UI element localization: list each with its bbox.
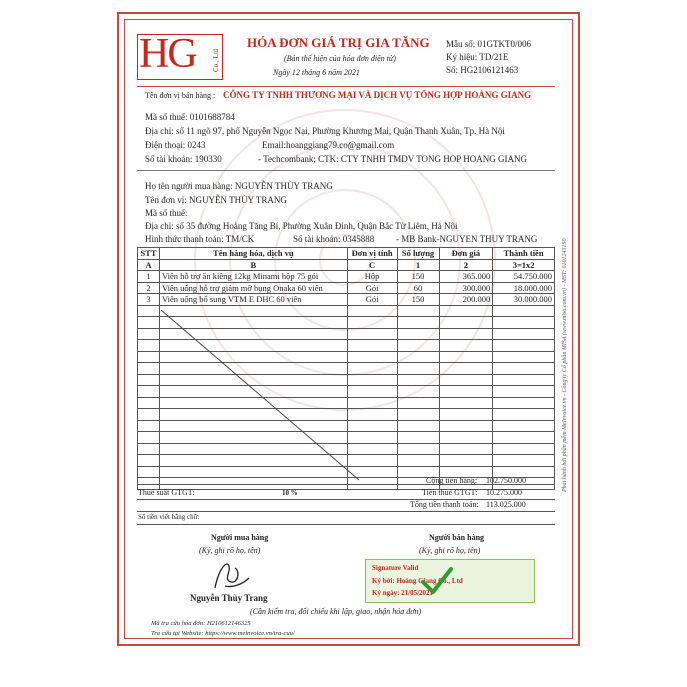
row-qty: 60 <box>397 282 439 294</box>
signed-date-text: Ký ngày: 21/05/2021 <box>372 589 434 597</box>
row-stt: 1 <box>138 271 160 283</box>
invoice-subtitle: (Bản thể hiện của hóa đơn điện tử) <box>284 54 396 63</box>
seller-address: Địa chỉ: số 11 ngõ 97, phố Nguyễn Ngọc Nại, Phường Khương Mai, Quận Thanh Xuân, Tp. Hà Nội <box>145 126 505 136</box>
logo-subtext: Co., Ltd <box>212 48 220 72</box>
row-name: Viên hỗ trợ ăn kiêng 12kg Minami hộp 75 gói <box>159 271 347 283</box>
col-amount: Thành tiền <box>493 248 555 260</box>
code-cell: A <box>138 259 160 271</box>
table-row <box>138 271 555 283</box>
subtotal-value: 102.750.000 <box>486 476 526 485</box>
seller-email: Email:hoanggiang79.co@gmail.com <box>262 140 395 150</box>
logo-letters: HG <box>139 31 196 77</box>
buyer-bank: - MB Bank-NGUYEN THUY TRANG <box>396 234 538 244</box>
serial-number: Ký hiệu: TD/21E <box>446 52 509 62</box>
payment-method: Hình thức thanh toán: TM/CK <box>145 234 255 244</box>
table-code-row <box>138 259 555 271</box>
col-qty: Số lượng <box>397 248 439 260</box>
form-number: Mẫu số: 01GTKT0/006 <box>446 39 531 49</box>
code-cell: C <box>347 259 397 271</box>
seller-sign-hint: (Ký, ghi rõ họ, tên) <box>419 546 481 555</box>
row-amount: 54.750.000 <box>493 271 555 283</box>
row-price: 365.000 <box>439 271 493 283</box>
row-qty: 150 <box>397 271 439 283</box>
col-price: Đơn giá <box>439 248 493 260</box>
vat-rate: 10 % <box>282 489 298 497</box>
signed-by-text: Ký bởi: Hoàng Giang Co., Ltd <box>372 577 463 585</box>
buyer-unit: Tên đơn vị: NGUYỄN THÙY TRANG <box>145 195 287 205</box>
lookup-website[interactable]: Tra cứu tại Website: https://www.meinvoice.vn/tra-cuu/ <box>151 630 295 637</box>
seller-bank: - Techcombank; CTK: CTY TNHH TMDV TONG HOP HOANG GIANG <box>258 154 527 164</box>
total-label: Tổng tiền thanh toán: <box>410 500 479 509</box>
row-unit: Gói <box>347 282 397 294</box>
buyer-sign-hint: (Ký, ghi rõ họ, tên) <box>199 546 261 555</box>
row-stt: 3 <box>138 294 160 306</box>
vat-label: Tiền thuế GTGT: <box>422 488 478 497</box>
seller-account: Số tài khoản: 190330 <box>145 154 222 164</box>
footer-note: (Cần kiểm tra, đối chiếu khi lập, giao, nhận hóa đơn) <box>250 607 422 616</box>
buyer-name: Họ tên người mua hàng: NGUYỄN THÙY TRANG <box>145 181 333 191</box>
code-cell: 2 <box>439 259 493 271</box>
publisher-side-text: Phát hành bởi phần mềm MeInvoice.vn - Công ty Cổ phần MISA (www.misa.com.vn) - MST: 0101243150 <box>562 238 568 492</box>
lookup-code: Mã tra cứu hóa đơn: H210612146325 <box>151 620 251 627</box>
amount-in-words-label: Số tiền viết bằng chữ: <box>138 513 200 521</box>
table-header-row <box>138 248 555 260</box>
signature-valid-text: Signature Valid <box>372 564 419 572</box>
seller-tax-code: Mã số thuế: 0101688784 <box>145 112 235 122</box>
subtotal-label: Cộng tiền hàng: <box>426 476 478 485</box>
seller-name: CÔNG TY TNHH THƯƠNG MẠI VÀ DỊCH VỤ TỔNG HỢP HOÀNG GIANG <box>223 90 532 100</box>
buyer-sign-title: Người mua hàng <box>211 533 269 542</box>
row-amount: 18.000.000 <box>493 282 555 294</box>
vat-rate-label: Thuế suất GTGT: <box>138 488 195 497</box>
row-unit: Hộp <box>347 271 397 283</box>
col-unit: Đơn vị tính <box>347 248 397 260</box>
code-cell: B <box>159 259 347 271</box>
buyer-tax-code: Mã số thuế: <box>145 208 188 218</box>
row-amount: 30.000.000 <box>493 294 555 306</box>
row-qty: 150 <box>397 294 439 306</box>
row-name: Viên uống bổ sung VTM E DHC 60 viên <box>159 294 347 306</box>
row-unit: Gói <box>347 294 397 306</box>
total-value: 113.025.000 <box>486 500 526 509</box>
col-name: Tên hàng hóa, dịch vụ <box>159 248 347 260</box>
row-name: Viên uống hỗ trợ giảm mỡ bụng Onaka 60 viên <box>159 282 347 294</box>
seller-name-label: Tên đơn vị bán hàng : <box>145 91 216 100</box>
buyer-account: Số tài khoản: 0345888 <box>293 234 375 244</box>
table-row <box>138 294 555 306</box>
buyer-sign-name: Nguyễn Thùy Trang <box>190 593 268 603</box>
invoice-title: HÓA ĐƠN GIÁ TRỊ GIA TĂNG <box>247 35 430 50</box>
row-price: 300.000 <box>439 282 493 294</box>
col-stt: STT <box>138 248 160 260</box>
invoice-date: Ngày 12 tháng 6 năm 2021 <box>273 68 360 77</box>
checkmark-icon <box>420 566 454 596</box>
handwritten-signature-icon <box>205 558 255 592</box>
code-cell: 1 <box>397 259 439 271</box>
row-price: 200.000 <box>439 294 493 306</box>
seller-sign-title: Người bán hàng <box>429 533 485 542</box>
vat-value: 10.275.000 <box>486 488 522 497</box>
invoice-number: Số: HG2106121463 <box>446 65 519 75</box>
buyer-address: Địa chỉ: số 35 đường Hoàng Tăng Bí, Phường Xuân Đỉnh, Quận Bắc Từ Liêm, Hà Nội <box>145 221 458 231</box>
empty-rows-diagonal <box>161 310 361 482</box>
row-stt: 2 <box>138 282 160 294</box>
seller-phone: Điện thoại: 0243 <box>145 140 206 150</box>
code-cell: 3=1x2 <box>493 259 555 271</box>
table-row <box>138 282 555 294</box>
